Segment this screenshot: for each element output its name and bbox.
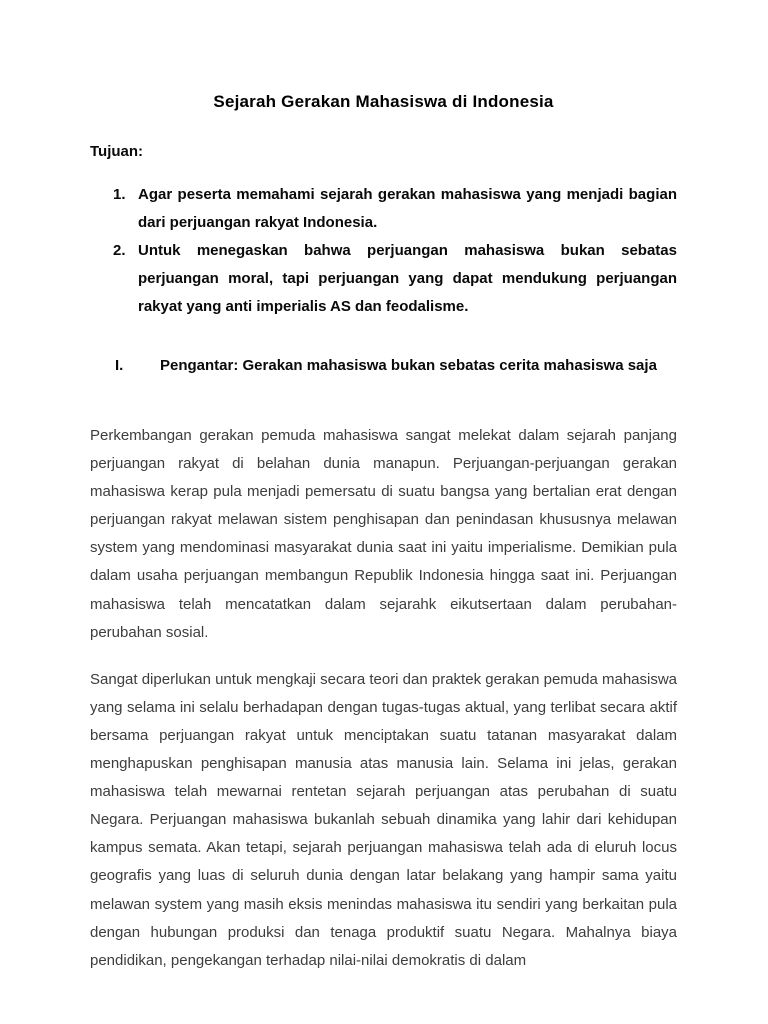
objective-text: Agar peserta memahami sejarah gerakan mahasiswa yang menjadi bagian dari perjuangan rakyat Indonesia. xyxy=(138,186,677,231)
objectives-list xyxy=(90,181,677,321)
objective-item-2 xyxy=(90,237,677,321)
paragraph-1: Perkembangan gerakan pemuda mahasiswa sangat melekat dalam sejarah panjang perjuangan rakyat di belahan dunia manapun. Perjuangan-perjuangan gerakan mahasiswa kerap pula menjadi pemersatu di suatu bangsa yang bertalian erat dengan perjuangan rakyat melawan sistem penghisapan dan penindasan khususnya melawan system yang mendominasi masyarakat dunia saat ini yaitu imperialisme. Demikian pula dalam usaha perjuangan membangun Republik Indonesia hingga saat ini. Perjuangan mahasiswa telah mencatatkan dalam sejarahk eikutsertaan dalam perubahan-perubahan sosial. xyxy=(90,427,677,641)
section-heading-text: Pengantar: Gerakan mahasiswa bukan sebatas cerita mahasiswa saja xyxy=(160,357,657,374)
document-title: Sejarah Gerakan Mahasiswa di Indonesia xyxy=(213,92,554,111)
objective-number: 1. xyxy=(113,186,126,203)
objective-number: 2. xyxy=(113,242,126,259)
tujuan-label: Tujuan: xyxy=(90,143,144,160)
paragraph-2: Sangat diperlukan untuk mengkaji secara teori dan praktek gerakan pemuda mahasiswa yang selama ini selalu berhadapan dengan tugas-tugas aktual, yang terlibat secara aktif bersama perjuangan rakyat untuk menciptakan suatu tatanan masyarakat dalam menghapuskan penghisapan manusia atas manusia lain. Selama ini jelas, gerakan mahasiswa telah mewarnai rentetan sejarah perjuangan atas perubahan di suatu Negara. Perjuangan mahasiswa bukanlah sebuah dinamika yang lahir dari kehidupan kampus semata. Akan tetapi, sejarah perjuangan mahasiswa telah ada di eluruh locus geografis yang luas di seluruh dunia dengan latar belakang yang hampir sama yaitu melawan system yang masih eksis menindas mahasiswa itu sendiri yang berkaitan pula dengan hubungan produksi dan tenaga produktif suatu Negara. Mahalnya biaya pendidikan, pengekangan terhadap nilai-nilai demokratis di dalam xyxy=(90,670,678,969)
objective-item-1 xyxy=(90,181,677,237)
section-numeral: I. xyxy=(115,357,124,374)
section-heading xyxy=(90,357,677,375)
objective-text: Untuk menegaskan bahwa perjuangan mahasiswa bukan sebatas perjuangan moral, tapi perjuangan yang dapat mendukung perjuangan rakyat yang anti imperialis AS dan feodalisme. xyxy=(138,242,677,315)
